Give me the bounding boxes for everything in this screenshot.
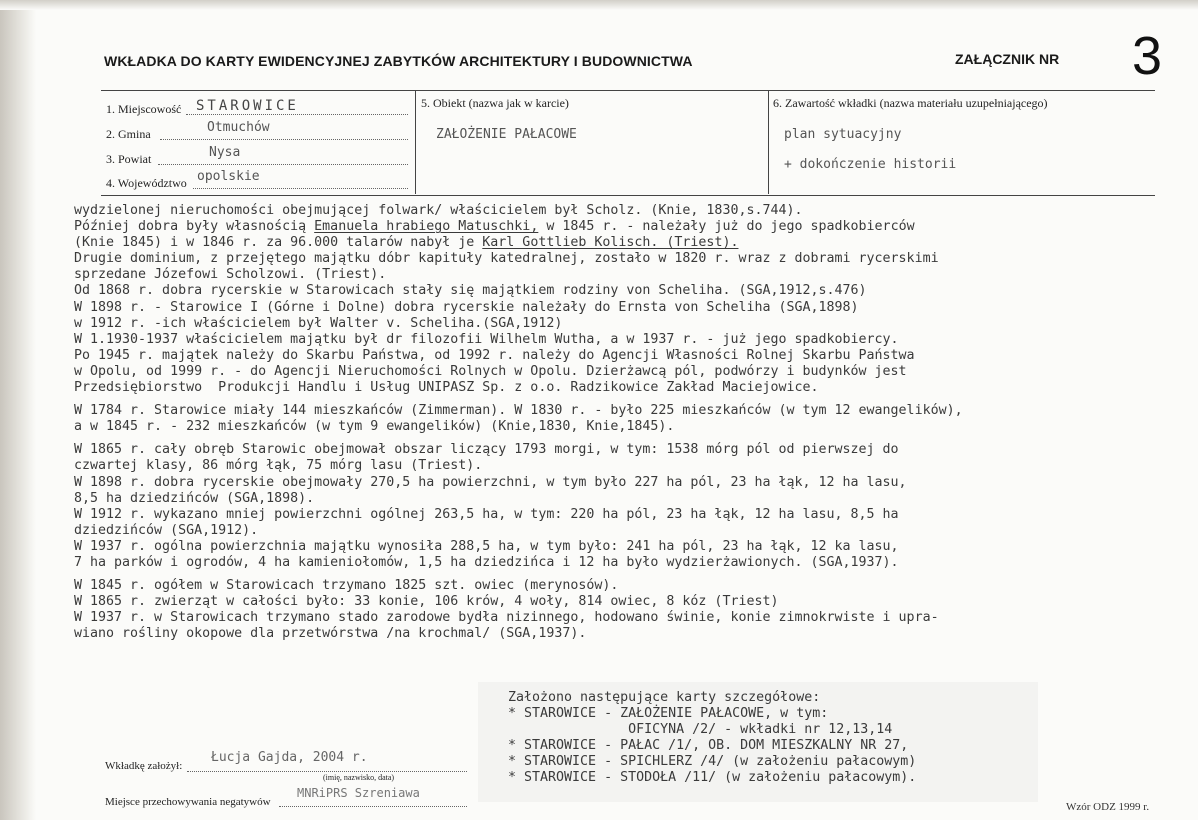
author-value: Łucja Gajda, 2004 r. (211, 750, 368, 765)
county-label: 3. Powiat (106, 152, 152, 166)
annex-label: ZAŁĄCZNIK NR (955, 51, 1060, 67)
contents-item: plan sytuacyjny (784, 127, 902, 142)
storage-value: MNRiPRS Szreniawa (297, 786, 420, 800)
history-text (74, 203, 1184, 642)
location-label: 1. Miejscowość (106, 102, 182, 116)
voivodeship-dotted-line (193, 188, 408, 189)
text-line: a w 1845 r. - 232 mieszkańców (w tym 9 ewangelików) (Knie,1830, Knie,1845). (74, 419, 675, 435)
form-title: WKŁADKA DO KARTY EWIDENCYJNEJ ZABYTKÓW ARCHITEKTURY I BUDOWNICTWA (104, 53, 693, 69)
text-line: Drugie dominium, z przejętego majątku dóbr kapituły katedralnej, zostało w 1820 r. wraz z dobrami rycerskimi (74, 251, 939, 267)
detail-card-item: * STAROWICE - ZAŁOŻENIE PAŁACOWE, w tym: (508, 706, 829, 722)
county-dotted-line (158, 164, 408, 165)
text-line: W 1898 r. - Starowice I (Górne i Dolne) dobra rycerskie należały do Ernsta von Scheliha (SGA,1898) (74, 299, 859, 315)
detail-card-item: OFICYNA /2/ - wkładki nr 12,13,14 (508, 722, 893, 738)
author-dotted-line (187, 771, 467, 772)
text-line: (Knie 1845) i w 1846 r. za 96.000 talarów nabył je Karl Gottlieb Kolisch. (Triest). (74, 235, 739, 251)
commune-dotted-line (160, 139, 408, 140)
detail-card-item: * STAROWICE - SPICHLERZ /4/ (w założeniu pałacowym) (508, 754, 917, 770)
text-line: wiano rośliny okopowe dla przetwórstwa /na krochmal/ (SGA,1937). (74, 626, 587, 642)
storage-dotted-line (279, 806, 467, 807)
detail-card-item: * STAROWICE - PAŁAC /1/, OB. DOM MIESZKALNY NR 27, (508, 738, 909, 754)
author-hint: (imię, nazwisko, data) (323, 773, 395, 782)
location-dotted-line (186, 114, 408, 115)
text-line: W 1937 r. ogólna powierzchnia majątku wynosiła 288,5 ha, w tym było: 241 ha pól, 23 ha łąk, 12 ka lasu, (74, 538, 899, 554)
commune-label: 2. Gmina (106, 127, 151, 141)
author-label: Wkładkę założył: (105, 760, 183, 772)
detail-cards-list (508, 690, 916, 787)
text-line: W 1845 r. ogółem w Starowicach trzymano 1825 szt. owiec (merynosów). (74, 578, 619, 594)
commune-value: Otmuchów (207, 120, 270, 135)
underlined-text: Karl Gottlieb Kolisch. (Triest). (482, 235, 739, 251)
text-line: 8,5 ha dziedzińców (SGA,1898). (74, 490, 315, 506)
voivodeship-value: opolskie (197, 169, 260, 184)
text-line: W 1937 r. w Starowicach trzymano stado zarodowe bydła nizinnego, hodowano świnie, konie zimnokrwiste i upra- (74, 610, 939, 626)
paragraph-gap (74, 571, 1184, 578)
text-line: dziedzińców (SGA,1912). (74, 522, 259, 538)
text-line: W 1912 r. wykazano mniej powierzchni ogólnej 263,5 ha, w tym: 220 ha pól, 23 ha łąk, 12 ha lasu, 8,5 ha (74, 506, 899, 522)
object-value: ZAŁOŻENIE PAŁACOWE (436, 127, 577, 142)
column-divider (415, 90, 416, 194)
text-line: w Opolu, od 1999 r. - do Agencji Nieruchomości Rolnych w Opolu. Dzierżawcą pól, podwórzy i budynków jest (74, 363, 907, 379)
text-line: W 1898 r. dobra rycerskie obejmowały 270,5 ha powierzchni, w tym było 227 ha pól, 23 ha łąk, 12 ha lasu, (74, 474, 907, 490)
text-line: W 1865 r. cały obręb Starowic obejmował obszar liczący 1793 morgi, w tym: 1538 mórg pól od pierwszej do (74, 442, 899, 458)
text-line: Później dobra były własnością Emanuela hrabiego Matuschki, w 1845 r. - należały już do jego spadkobierców (74, 219, 915, 235)
form-template-ref: Wzór ODZ 1999 r. (1066, 801, 1150, 813)
text-line: Po 1945 r. majątek należy do Skarbu Państwa, od 1992 r. należy do Agencji Własności Rolnej Skarbu Państwa (74, 347, 915, 363)
text-line: W 1784 r. Starowice miały 144 mieszkańców (Zimmerman). W 1830 r. - było 225 mieszkańców (w tym 12 ewangelików), (74, 403, 963, 419)
text-line: czwartej klasy, 86 mórg łąk, 75 mórg lasu (Triest). (74, 458, 483, 474)
text-line: 7 ha parków i ogrodów, 4 ha kamieniołomów, 1,5 ha dziedzińca i 12 ha było wydzierżawionych. (SGA,1937). (74, 554, 899, 570)
text-line: Od 1868 r. dobra rycerskie w Starowicach stały się majątkiem rodziny von Scheliha. (SGA,1912,s.476) (74, 283, 867, 299)
text-line: W 1865 r. zwierząt w całości było: 33 konie, 106 krów, 4 woły, 814 owiec, 8 kóz (Triest) (74, 594, 779, 610)
page-edge-shadow (0, 0, 36, 820)
page-top-shadow (0, 0, 1198, 10)
location-value: STAROWICE (196, 98, 299, 114)
contents-item: + dokończenie historii (784, 157, 957, 172)
county-value: Nysa (209, 145, 241, 160)
object-label: 5. Obiekt (nazwa jak w karcie) (421, 96, 569, 110)
contents-label: 6. Zawartość wkładki (nazwa materiału uzupełniającego) (773, 96, 1048, 110)
text-line: wydzielonej nieruchomości obejmującej folwark/ właścicielem był Scholz. (Knie, 1830,s.744). (74, 203, 803, 218)
detail-cards-heading: Założono następujące karty szczegółowe: (508, 690, 821, 705)
text-line: Przedsiębiorstwo Produkcji Handlu i Usług UNIPASZ Sp. z o.o. Radzikowice Zakład Maciejowice. (74, 380, 819, 396)
text-line: W 1.1930-1937 właścicielem majątku był dr filozofii Wilhelm Wutha, a w 1937 r. - już jego spadkobiercy. (74, 331, 899, 347)
voivodeship-label: 4. Województwo (106, 176, 187, 190)
annex-number: 3 (1132, 26, 1163, 86)
underlined-text: Emanuela hrabiego Matuschki, (314, 219, 539, 235)
detail-card-item: * STAROWICE - STODOŁA /11/ (w założeniu pałacowym). (508, 770, 917, 786)
storage-label: Miejsce przechowywania negatywów (105, 796, 271, 808)
text-line: w 1912 r. -ich właścicielem był Walter v. Scheliha.(SGA,1912) (74, 315, 563, 331)
text-line: sprzedane Józefowi Scholzowi. (Triest). (74, 267, 387, 283)
column-divider (768, 90, 769, 194)
